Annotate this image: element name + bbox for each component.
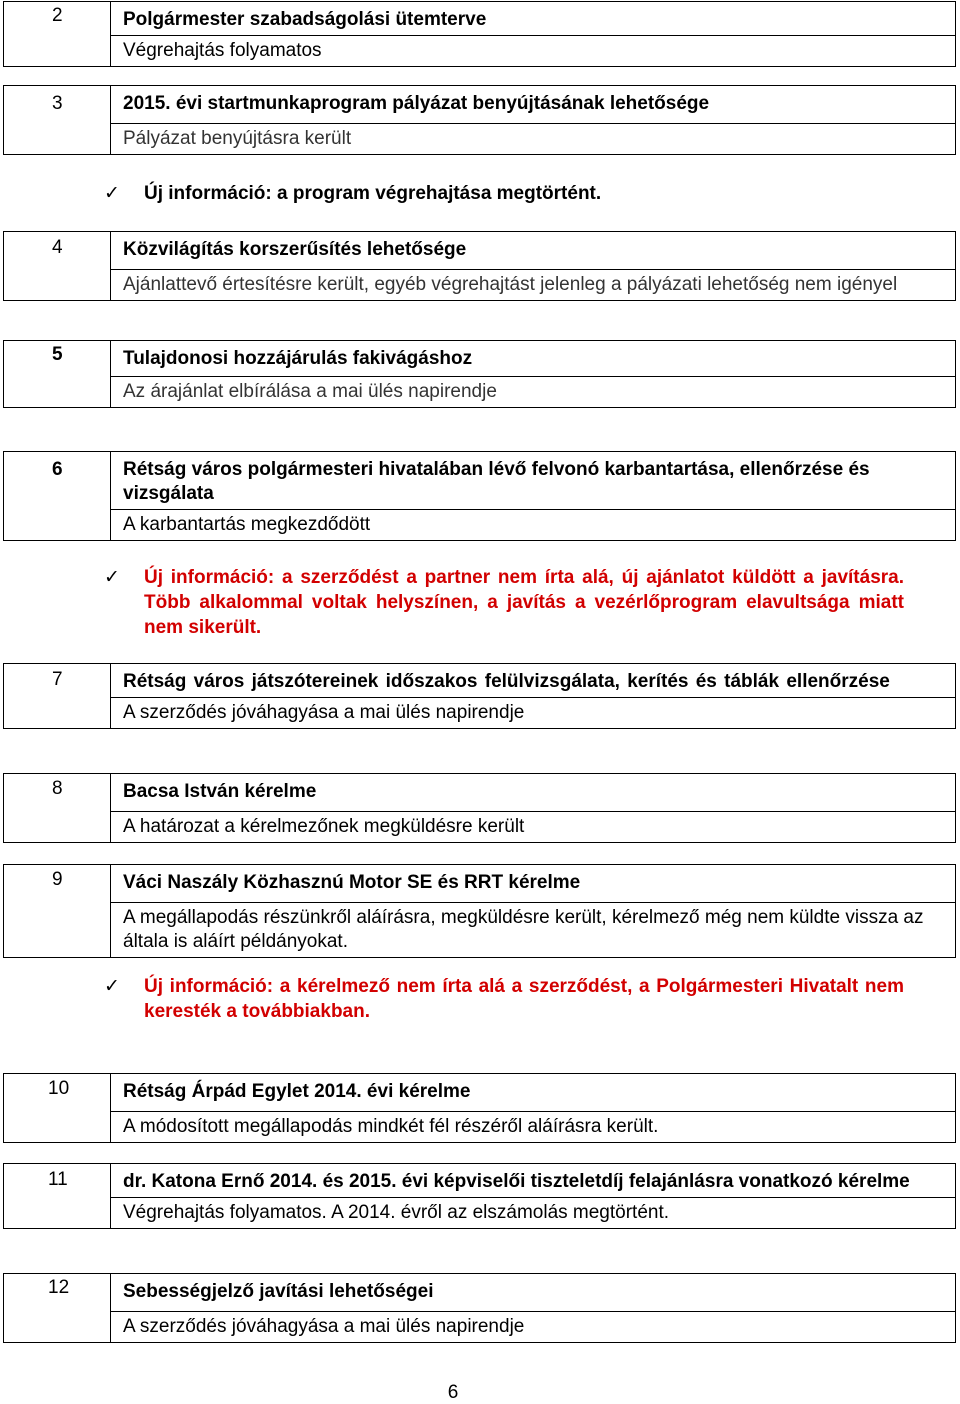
item-number: 4 — [4, 232, 111, 301]
item-title: Rétság város játszótereinek időszakos felülvizsgálata, kerítés és táblák ellenőrzése — [111, 664, 956, 698]
item-status: Ajánlattevő értesítésre került, egyéb végrehajtást jelenleg a pályázati lehetőség nem igényel — [111, 270, 956, 301]
item-status: A szerződés jóváhagyása a mai ülés napirendje — [111, 698, 956, 729]
note-text: Új információ: a kérelmező nem írta alá a szerződést, a Polgármesteri Hivatalt nem keresték a továbbiakban. — [144, 976, 904, 1022]
item-number: 2 — [4, 2, 111, 67]
item-status: A határozat a kérelmezőnek megküldésre került — [111, 812, 956, 843]
item-table-8 — [3, 773, 956, 843]
item-title: Bacsa István kérelme — [111, 774, 956, 812]
item-table-2 — [3, 1, 956, 67]
item-title: Tulajdonosi hozzájárulás fakivágáshoz — [111, 341, 956, 377]
item-table-4 — [3, 231, 956, 301]
item-status: Végrehajtás folyamatos — [111, 36, 956, 67]
item-status: A karbantartás megkezdődött — [111, 510, 956, 541]
item-table-5 — [3, 340, 956, 408]
item-number: 11 — [4, 1164, 111, 1229]
item-title: Rétság Árpád Egylet 2014. évi kérelme — [111, 1074, 956, 1112]
item-title: dr. Katona Ernő 2014. és 2015. évi képviselői tiszteletdíj felajánlásra vonatkozó kérelme — [111, 1164, 956, 1198]
item-number: 7 — [4, 664, 111, 729]
item-title: Polgármester szabadságolási ütemterve — [111, 2, 956, 36]
item-title: 2015. évi startmunkaprogram pályázat benyújtásának lehetősége — [111, 86, 956, 124]
item-title: Váci Naszály Közhasznú Motor SE és RRT kérelme — [111, 865, 956, 903]
item-number: 5 — [4, 341, 111, 408]
item-number: 3 — [4, 86, 111, 155]
checkmark-icon: ✓ — [104, 183, 120, 204]
new-info-note — [104, 181, 904, 206]
page-number: 6 — [447, 1382, 459, 1403]
item-status: Az árajánlat elbírálása a mai ülés napirendje — [111, 377, 956, 408]
new-info-note — [104, 565, 904, 640]
item-status: Végrehajtás folyamatos. A 2014. évről az elszámolás megtörtént. — [111, 1198, 956, 1229]
note-text: Új információ: a szerződést a partner nem írta alá, új ajánlatot küldött a javításra. Több alkalommal voltak helyszínen, a javítás a vezérlőprogram elavultsága miatt nem sikerült. — [144, 567, 904, 638]
item-table-10 — [3, 1073, 956, 1143]
item-title: Rétság város polgármesteri hivatalában lévő felvonó karbantartása, ellenőrzése és vizsgálata — [111, 452, 956, 510]
item-table-9 — [3, 864, 956, 958]
checkmark-icon: ✓ — [104, 567, 120, 588]
item-number: 6 — [4, 452, 111, 541]
item-status: A szerződés jóváhagyása a mai ülés napirendje — [111, 1312, 956, 1343]
item-table-3 — [3, 85, 956, 155]
item-status: A megállapodás részünkről aláírásra, megküldésre került, kérelmező még nem küldte vissza az általa is aláírt példányokat. — [111, 903, 956, 958]
item-number: 12 — [4, 1274, 111, 1343]
item-title: Sebességjelző javítási lehetőségei — [111, 1274, 956, 1312]
item-number: 9 — [4, 865, 111, 958]
note-text: Új információ: a program végrehajtása megtörtént. — [144, 183, 602, 204]
item-title: Közvilágítás korszerűsítés lehetősége — [111, 232, 956, 270]
item-table-11 — [3, 1163, 956, 1229]
checkmark-icon: ✓ — [104, 976, 120, 997]
item-table-7 — [3, 663, 956, 729]
item-status: A módosított megállapodás mindkét fél részéről aláírásra került. — [111, 1112, 956, 1143]
new-info-note — [104, 974, 904, 1024]
item-table-12 — [3, 1273, 956, 1343]
item-number: 8 — [4, 774, 111, 843]
item-number: 10 — [4, 1074, 111, 1143]
item-status: Pályázat benyújtásra került — [111, 124, 956, 155]
item-table-6 — [3, 451, 956, 541]
